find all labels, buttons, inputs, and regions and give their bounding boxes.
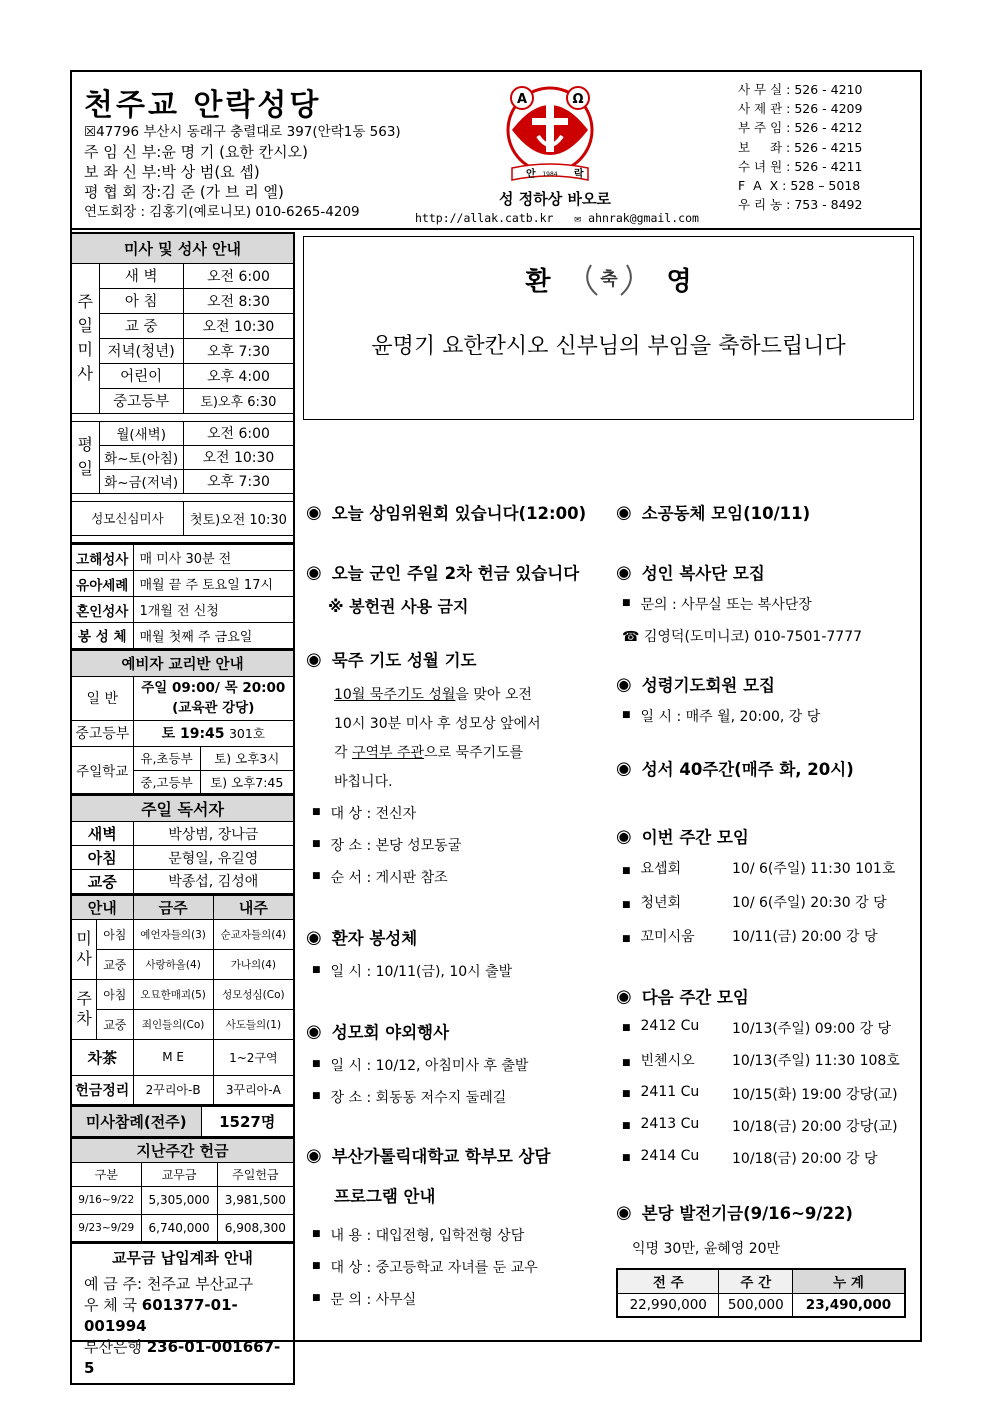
square-bullet-icon: ■	[312, 965, 321, 975]
bullet-icon: ◉	[306, 561, 322, 583]
notice-heading: ◉ 본당 발전기금(9/16~9/22)	[616, 1201, 853, 1223]
cash-label: 헌금정리	[71, 1075, 133, 1105]
welcome-char: 영	[666, 266, 692, 297]
mass-name: 저녁(청년)	[99, 338, 183, 363]
fund-donors: 익명 30만, 윤혜영 20만	[632, 1241, 781, 1257]
council-president: 평 협 회 장:김 준 (가 브 리 엘)	[84, 183, 284, 201]
notice-subnote: ※ 봉헌권 사용 금지	[328, 597, 469, 616]
notice-heading: ◉ 환자 봉성체	[306, 926, 418, 948]
sacrament-value: 매 미사 30분 전	[133, 545, 294, 571]
offering-tithe: 6,740,000	[141, 1214, 217, 1242]
offering-header: 구분	[71, 1162, 141, 1186]
notice-heading: ◉ 오늘 군인 주일 2차 헌금 있습니다	[306, 561, 580, 583]
attendance-value: 1527명	[201, 1107, 294, 1137]
duty-this: 사랑하올(4)	[133, 949, 213, 979]
square-bullet-icon: ■	[312, 1229, 321, 1239]
mass-name: 어린이	[99, 363, 183, 388]
email-link[interactable]: ahnrak@gmail.com	[588, 211, 699, 225]
mass-name: 화~금(저녁)	[99, 469, 183, 493]
meeting-item: ■ 요셉회 10/ 6(주일) 11:30 101호	[622, 861, 896, 877]
offering-table	[70, 1138, 295, 1244]
table-row	[71, 1214, 294, 1242]
meeting-item: ■ 청년회 10/ 6(주일) 20:30 강 당	[622, 895, 887, 911]
meeting-item: ■ 2412 Cu 10/13(주일) 09:00 강 당	[622, 1018, 892, 1037]
parish-title: 천주교 안락성당	[84, 88, 322, 123]
phone-line: F A X : 528 – 5018	[738, 178, 861, 194]
list-item: ■ 장 소 : 회동동 저수지 둘레길	[312, 1087, 606, 1107]
sacrament-name: 유아세례	[71, 571, 133, 597]
table-row	[617, 1293, 905, 1317]
square-bullet-icon: ■	[312, 1091, 321, 1101]
reader-mass: 아침	[71, 846, 133, 870]
duty-next: 순교자들의(4)	[213, 919, 294, 949]
catechumen-table	[70, 650, 295, 796]
bullet-icon: ◉	[306, 1144, 322, 1166]
bullet-icon: ◉	[616, 1201, 632, 1223]
reader-mass: 교중	[71, 870, 133, 894]
patron-saint: 성 정하상 바오로	[499, 190, 611, 208]
bullet-icon: ◉	[306, 648, 322, 670]
square-bullet-icon: ■	[622, 598, 631, 608]
welcome-title	[304, 259, 913, 299]
list-item: ■ 일 시 : 10/12, 아침미사 후 출발	[312, 1055, 606, 1075]
offering-period: 9/16~9/22	[71, 1186, 141, 1214]
account-holder: 예 금 주: 천주교 부산교구	[84, 1274, 254, 1293]
notice-heading: ◉ 이번 주간 모임	[616, 825, 749, 847]
account-table	[70, 1243, 295, 1385]
welcome-box	[303, 236, 914, 420]
sacrament-value: 매월 첫째 주 금요일	[133, 623, 294, 649]
duty-slot: 교중	[97, 949, 133, 979]
table-row	[71, 1039, 294, 1075]
list-item: ■ 대 상 : 중고등학교 자녀를 둔 교우	[312, 1257, 606, 1277]
table-row	[71, 469, 294, 493]
list-item: ■ 내 용 : 대입전형, 입학전형 상담	[312, 1225, 606, 1245]
square-bullet-icon: ■	[622, 1153, 631, 1163]
homepage-link[interactable]: http://allak.catb.kr	[415, 211, 554, 225]
notice-heading-cont: 프로그램 안내	[334, 1187, 436, 1206]
duty-slot: 교중	[97, 1009, 133, 1039]
meeting-item: ■ 꼬미시움 10/11(금) 20:00 강 당	[622, 929, 878, 945]
square-bullet-icon: ■	[312, 871, 321, 881]
duty-this: M E	[133, 1039, 213, 1075]
table-row	[71, 363, 294, 388]
mass-name: 화~토(아침)	[99, 445, 183, 469]
weekday-label: 평 일	[71, 421, 99, 493]
phone-line: 수 녀 원 : 526 - 4211	[738, 158, 863, 174]
notice-heading: ◉ 부산가톨릭대학교 학부모 상담	[306, 1144, 551, 1166]
sacrament-name: 봉 성 체	[71, 623, 133, 649]
square-bullet-icon: ■	[312, 807, 321, 817]
offering-header: 교무금	[141, 1162, 217, 1186]
youth-leader: 연도회장 : 김홍기(예로니모) 010-6265-4209	[84, 204, 360, 220]
list-item: ■ 문의 : 사무실 또는 복사단장	[622, 594, 916, 614]
contact-phone: ☎ 김영덕(도미니코) 010-7501-7777	[622, 629, 863, 645]
offering-header: 주일헌금	[217, 1162, 294, 1186]
mass-name: 중고등부	[99, 388, 183, 413]
bullet-icon: ◉	[616, 673, 632, 695]
square-bullet-icon: ■	[622, 1023, 631, 1033]
duty-this: 오묘한매괴(5)	[133, 979, 213, 1009]
table-row	[71, 421, 294, 445]
phone-line: 사 무 실 : 526 - 4210	[738, 82, 863, 97]
sacrament-name: 혼인성사	[71, 597, 133, 623]
parking-label: 주 차	[71, 979, 97, 1039]
offering-tithe: 5,305,000	[141, 1186, 217, 1214]
tea-label: 차茶	[71, 1039, 133, 1075]
sacrament-table	[70, 544, 295, 650]
account-details	[71, 1272, 294, 1384]
duty-next: 가나의(4)	[213, 949, 294, 979]
general-schedule: 주일 09:00/ 목 20:00 (교육관 강당)	[133, 676, 294, 720]
school-time: 토) 오후3시	[200, 746, 294, 770]
table-row	[71, 1162, 294, 1186]
logo-year: 1984	[542, 171, 558, 178]
mass-name: 새 벽	[99, 263, 183, 288]
fund-value: 22,990,000	[617, 1293, 719, 1317]
duty-next: 사도들의(1)	[213, 1009, 294, 1039]
list-item: ■ 일 시 : 10/11(금), 10시 출발	[312, 961, 606, 981]
phone-line: 보 좌 : 526 - 4215	[738, 139, 863, 155]
offering-heading: 지난주간 헌금	[71, 1138, 294, 1162]
readers-heading: 주일 독서자	[71, 796, 294, 822]
readers-table	[70, 795, 295, 895]
mass-name: 교 중	[99, 313, 183, 338]
duty-table	[70, 895, 295, 1107]
duty-this: 죄인들의(Co)	[133, 1009, 213, 1039]
contact-links	[415, 211, 699, 225]
mass-time: 오전 10:30	[183, 313, 294, 338]
mass-time: 오전 6:00	[183, 421, 294, 445]
fund-header: 전 주	[617, 1269, 719, 1293]
square-bullet-icon: ■	[622, 1089, 631, 1099]
table-row	[71, 1009, 294, 1039]
table-row	[71, 571, 294, 597]
square-bullet-icon: ■	[622, 1058, 631, 1068]
table-row	[71, 623, 294, 649]
fund-header: 주 간	[719, 1269, 793, 1293]
general-label: 일 반	[71, 676, 133, 720]
sunday-label: 주 일 미 사	[71, 263, 99, 413]
list-item: ■ 문 의 : 사무실	[312, 1289, 606, 1309]
notice-heading: ◉ 소공동체 모임(10/11)	[616, 501, 811, 523]
offering-sunday: 3,981,500	[217, 1186, 294, 1214]
table-row	[71, 388, 294, 413]
reader-names: 문형일, 유길영	[133, 846, 294, 870]
phone-list	[738, 80, 862, 214]
list-item: ■ 장 소 : 본당 성모동굴	[312, 835, 606, 855]
notice-paragraph: 10월 묵주기도 성월을 맞아 오전 10시 30분 미사 후 성모상 앞에서 각 구역부 주관으로 묵주기도를 바칩니다.	[334, 687, 541, 790]
bullet-icon: ◉	[616, 501, 632, 523]
post-account: 우 체 국 601377-01-001994	[84, 1295, 238, 1335]
bullet-icon: ◉	[306, 926, 322, 948]
sacrament-value: 매월 끝 주 토요일 17시	[133, 571, 294, 597]
notice-heading: ◉ 다음 주간 모임	[616, 985, 749, 1007]
duty-header: 금주	[133, 895, 213, 919]
mass-heading: 미사 및 성사 안내	[71, 233, 294, 263]
mass-time: 토)오후 6:30	[183, 388, 294, 413]
wreath-icon	[579, 259, 639, 299]
wreath-char: 축	[599, 269, 618, 290]
mass-time: 오후 7:30	[183, 469, 294, 493]
table-row	[71, 1075, 294, 1105]
notice-heading: ◉ 오늘 상임위원회 있습니다(12:00)	[306, 501, 587, 523]
catechumen-heading: 예비자 교리반 안내	[71, 650, 294, 676]
youth-schedule: 토 19:45 301호	[133, 720, 294, 746]
table-row	[71, 846, 294, 870]
notice-heading: ◉ 성서 40주간(매주 화, 20시)	[616, 757, 854, 779]
square-bullet-icon: ■	[622, 934, 631, 944]
phone-line: 우 리 농 : 753 - 8492	[738, 197, 863, 213]
bullet-icon: ◉	[616, 985, 632, 1007]
left-column	[70, 232, 295, 1385]
school-time: 토) 오후7:45	[200, 770, 294, 794]
square-bullet-icon: ■	[622, 1121, 631, 1131]
bullet-icon: ◉	[616, 561, 632, 583]
mass-time: 오전 8:30	[183, 288, 294, 313]
notice-heading: ◉ 성모회 야외행사	[306, 1020, 450, 1042]
school-name: 중,고등부	[133, 770, 200, 794]
parish-logo	[502, 76, 598, 188]
table-row	[71, 870, 294, 894]
table-row	[71, 1107, 294, 1137]
notices-right	[616, 500, 916, 1318]
square-bullet-icon: ■	[312, 839, 321, 849]
meeting-item: ■ 2413 Cu 10/18(금) 20:00 강당(교)	[622, 1116, 898, 1135]
offering-period: 9/23~9/29	[71, 1214, 141, 1242]
alpha-letter: A	[516, 92, 528, 107]
mass-duty-label: 미 사	[71, 919, 97, 979]
duty-slot: 아침	[97, 979, 133, 1009]
account-heading: 교무금 납입계좌 안내	[71, 1244, 294, 1272]
table-row	[71, 1186, 294, 1214]
table-row	[71, 338, 294, 363]
mass-time: 오전 10:30	[183, 445, 294, 469]
bullet-icon: ◉	[616, 757, 632, 779]
reader-names: 박종섭, 김성애	[133, 870, 294, 894]
fund-value: 500,000	[719, 1293, 793, 1317]
square-bullet-icon: ■	[312, 1059, 321, 1069]
heart-mass-name: 성모신심미사	[71, 501, 183, 535]
fund-header: 누 계	[793, 1269, 905, 1293]
table-row	[71, 949, 294, 979]
mass-name: 월(새벽)	[99, 421, 183, 445]
table-row	[71, 313, 294, 338]
table-row	[71, 545, 294, 571]
table-row	[71, 263, 294, 288]
attendance-label: 미사참례(전주)	[71, 1107, 201, 1137]
table-row	[617, 1269, 905, 1293]
table-row	[71, 445, 294, 469]
table-row	[71, 746, 294, 770]
mass-time: 오후 4:00	[183, 363, 294, 388]
duty-next: 1~2구역	[213, 1039, 294, 1075]
bank-account: 부산은행 236-01-001667-5	[84, 1337, 281, 1377]
reader-mass: 새벽	[71, 822, 133, 846]
duty-this: 2꾸리아-B	[133, 1075, 213, 1105]
table-row	[71, 919, 294, 949]
phone-line: 부 주 임 : 526 - 4212	[738, 120, 863, 136]
table-row	[71, 501, 294, 535]
square-bullet-icon: ■	[312, 1261, 321, 1271]
fund-table	[616, 1268, 906, 1318]
school-label: 주일학교	[71, 746, 133, 794]
omega-letter: Ω	[572, 92, 584, 107]
bullet-icon: ◉	[306, 1020, 322, 1042]
list-item: ■ 대 상 : 전신자	[312, 803, 606, 823]
square-bullet-icon: ■	[312, 1293, 321, 1303]
bullet-icon: ◉	[306, 501, 322, 523]
notices-left	[306, 500, 606, 1319]
phone-line: 사 제 관 : 526 - 4209	[738, 101, 863, 117]
sacrament-name: 고해성사	[71, 545, 133, 571]
square-bullet-icon: ■	[622, 900, 631, 910]
mass-time: 오후 7:30	[183, 338, 294, 363]
school-name: 유,초등부	[133, 746, 200, 770]
table-row	[71, 979, 294, 1009]
mail-icon: ✉	[574, 211, 582, 225]
duty-header: 안내	[71, 895, 133, 919]
notice-heading: ◉ 묵주 기도 성월 기도	[306, 648, 477, 670]
table-row	[71, 822, 294, 846]
square-bullet-icon: ■	[622, 866, 631, 876]
pastor: 주 임 신 부:윤 명 기 (요한 칸시오)	[84, 143, 309, 161]
duty-next: 3꾸리아-A	[213, 1075, 294, 1105]
welcome-text: 윤명기 요한칸시오 신부님의 부임을 축하드립니다	[371, 334, 846, 359]
mass-name: 아 침	[99, 288, 183, 313]
meeting-item: ■ 빈첸시오 10/13(주일) 11:30 108호	[622, 1053, 900, 1069]
youth-label: 중고등부	[71, 720, 133, 746]
bullet-icon: ◉	[616, 825, 632, 847]
table-row	[71, 720, 294, 746]
notice-heading: ◉ 성인 복사단 모집	[616, 561, 765, 583]
assistant-priest: 보 좌 신 부:박 상 범(요 셉)	[84, 163, 260, 181]
square-bullet-icon: ■	[622, 710, 631, 720]
duty-this: 예언자들의(3)	[133, 919, 213, 949]
table-row	[71, 288, 294, 313]
header-info	[84, 122, 401, 222]
duty-next: 성모성심(Co)	[213, 979, 294, 1009]
mass-time: 오전 6:00	[183, 263, 294, 288]
mass-table	[70, 232, 295, 544]
list-item: ■ 순 서 : 게시판 참조	[312, 867, 606, 887]
logo-rak: 락	[574, 169, 584, 180]
sacrament-value: 1개월 전 신청	[133, 597, 294, 623]
attendance-table	[70, 1106, 295, 1138]
address: ☒47796 부산시 동래구 충렬대로 397(안락1동 563)	[84, 124, 401, 140]
list-item: ■ 일 시 : 매주 월, 20:00, 강 당	[622, 706, 916, 726]
fund-value: 23,490,000	[793, 1293, 905, 1317]
notice-heading: ◉ 성령기도회원 모집	[616, 673, 775, 695]
duty-slot: 아침	[97, 919, 133, 949]
heart-mass-time: 첫토)오전 10:30	[183, 501, 294, 535]
meeting-item: ■ 2414 Cu 10/18(금) 20:00 강 당	[622, 1148, 878, 1167]
reader-names: 박상범, 장나금	[133, 822, 294, 846]
meeting-item: ■ 2411 Cu 10/15(화) 19:00 강당(교)	[622, 1084, 898, 1103]
duty-header: 내주	[213, 895, 294, 919]
table-row	[71, 597, 294, 623]
offering-sunday: 6,908,300	[217, 1214, 294, 1242]
header	[70, 70, 922, 230]
table-row	[71, 895, 294, 919]
table-row	[71, 676, 294, 720]
logo-an: 안	[526, 169, 536, 180]
welcome-char: 환	[525, 266, 551, 297]
